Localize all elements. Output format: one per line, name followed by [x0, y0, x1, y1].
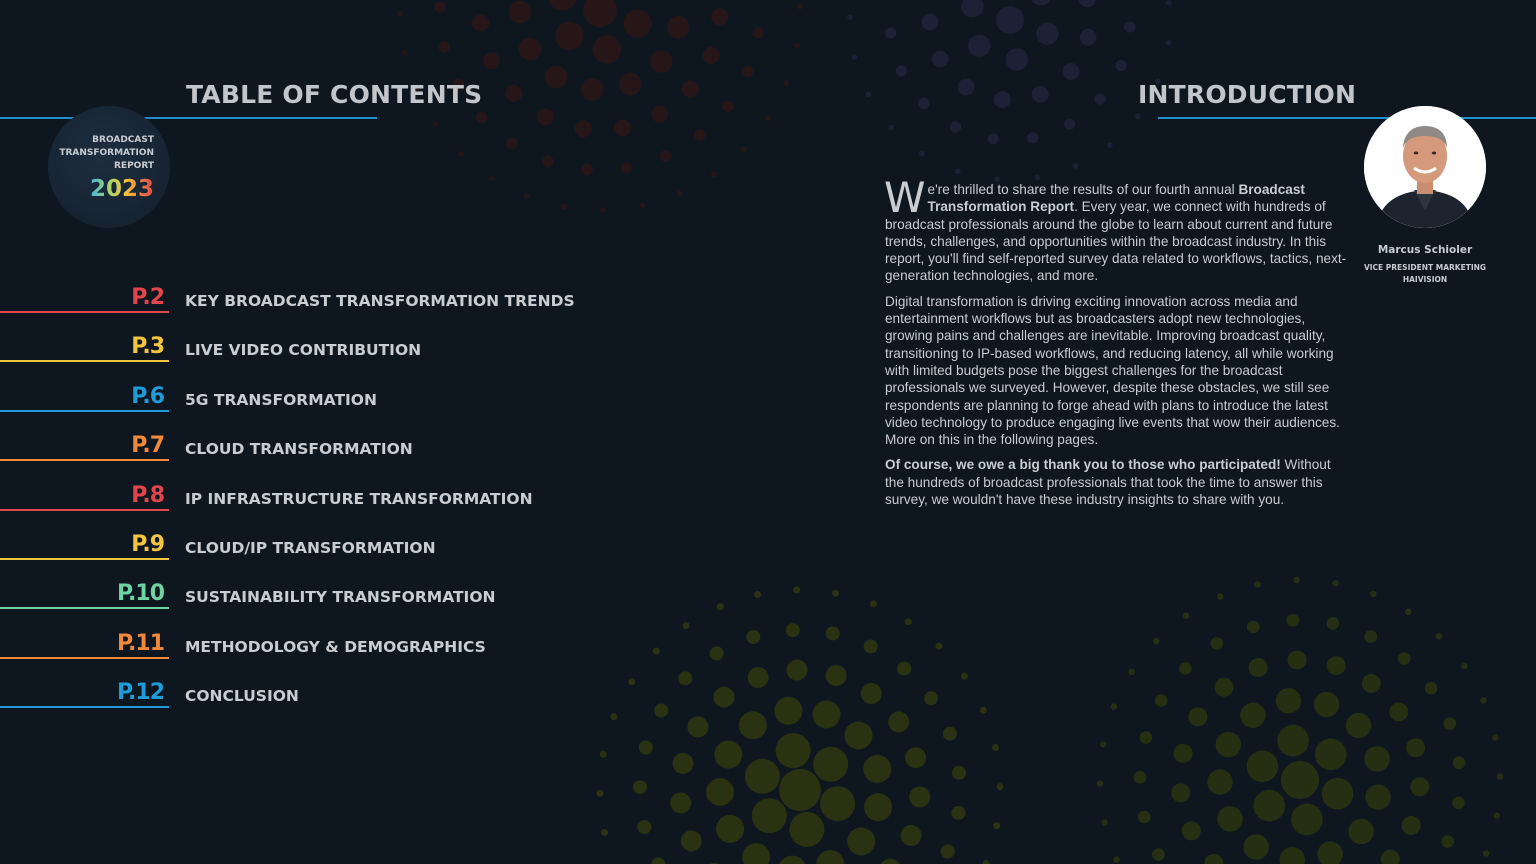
background-dot — [458, 151, 464, 157]
background-dot — [832, 590, 839, 597]
background-dot — [637, 820, 651, 834]
background-dot — [1027, 132, 1038, 143]
author-portrait-illustration — [1364, 106, 1486, 228]
background-dot — [397, 11, 403, 17]
background-dot — [1315, 739, 1347, 771]
background-dot — [1314, 692, 1339, 717]
toc-item-label: KEY BROADCAST TRANSFORMATION TRENDS — [185, 292, 575, 310]
background-dot — [1217, 806, 1242, 831]
background-dot — [746, 630, 760, 644]
toc-item-label: CLOUD/IP TRANSFORMATION — [185, 539, 436, 557]
background-dot — [1318, 841, 1343, 864]
background-dot — [1277, 725, 1309, 757]
background-dot — [968, 35, 990, 57]
author-role: VICE PRESIDENT MARKETING — [1363, 263, 1487, 272]
background-dot — [905, 618, 912, 625]
toc-item-label: CONCLUSION — [185, 687, 299, 706]
background-dot — [667, 16, 690, 39]
background-dot — [1276, 688, 1301, 713]
background-dot — [1293, 577, 1299, 583]
background-dot — [961, 673, 968, 680]
background-dot — [681, 830, 702, 851]
background-dot — [1280, 847, 1305, 864]
background-dot — [711, 8, 728, 25]
background-dot — [614, 119, 631, 136]
intro-title-rule — [1158, 117, 1536, 119]
background-dot — [1453, 757, 1466, 770]
background-dot — [739, 711, 767, 739]
toc-item-rule — [0, 459, 169, 461]
background-dot — [1140, 731, 1153, 744]
background-dot — [901, 825, 922, 846]
background-dot — [1210, 637, 1223, 650]
background-dot — [1249, 658, 1268, 677]
background-dot — [994, 91, 1011, 108]
background-dot — [439, 41, 450, 52]
background-dot — [950, 121, 961, 132]
author-name: Marcus Schioler — [1377, 244, 1473, 256]
background-dot — [885, 27, 896, 38]
background-dot — [1183, 612, 1189, 618]
background-dot — [794, 43, 800, 49]
background-dot — [1215, 678, 1234, 697]
background-dot — [1288, 651, 1307, 670]
toc-item-rule — [0, 509, 169, 511]
background-dot — [1322, 778, 1354, 810]
background-dot — [820, 786, 855, 821]
background-dot — [919, 151, 925, 157]
background-dot — [1006, 48, 1028, 70]
background-dot — [678, 671, 692, 685]
background-dot — [673, 753, 694, 774]
background-dot — [996, 6, 1024, 34]
background-dot — [870, 600, 877, 607]
background-dot — [888, 711, 909, 732]
background-dot — [918, 98, 929, 109]
background-dot — [1254, 790, 1286, 822]
background-dot — [1064, 119, 1075, 130]
background-dot — [793, 587, 800, 594]
background-dot — [1216, 732, 1241, 757]
background-dot — [863, 755, 891, 783]
background-dot — [1480, 697, 1486, 703]
background-dot — [988, 133, 999, 144]
background-dot — [683, 622, 690, 629]
toc-page-number: P.3 — [131, 334, 164, 360]
background-dot — [1405, 609, 1411, 615]
background-dot — [955, 169, 961, 175]
background-dot — [776, 733, 811, 768]
background-dot — [1135, 114, 1141, 120]
background-dot — [943, 727, 957, 741]
toc-item-label: LIVE VIDEO CONTRIBUTION — [185, 341, 422, 360]
toc-item[interactable] — [0, 384, 600, 420]
background-dot — [847, 14, 853, 20]
background-dot — [1254, 581, 1260, 587]
background-dot — [1497, 773, 1503, 779]
background-dot — [601, 207, 607, 213]
background-dot — [537, 108, 554, 125]
background-dot — [687, 716, 708, 737]
background-dot — [1425, 682, 1438, 695]
toc-item-label: IP INFRASTRUCTURE TRANSFORMATION — [185, 489, 533, 508]
background-dot — [716, 815, 744, 843]
background-dot — [660, 150, 671, 161]
background-dot — [703, 47, 720, 64]
background-dot — [670, 792, 691, 813]
background-dot — [1362, 674, 1381, 693]
intro-p1-report-name: Broadcast Transformation Report — [927, 182, 1305, 215]
intro-p3-rest: Without the hundreds of broadcast professionals that took the time to answer this survey, we wouldn't have these industry insights to share with you. — [885, 457, 1331, 508]
background-dot — [1483, 850, 1489, 856]
toc-title-rule — [0, 117, 377, 119]
badge-year: 2023 — [89, 176, 154, 202]
background-dot — [1100, 741, 1106, 747]
toc-item-rule — [0, 360, 169, 362]
background-dot — [581, 78, 604, 101]
background-dot — [677, 191, 683, 197]
background-dot — [909, 786, 930, 807]
background-dot — [1174, 744, 1193, 763]
toc-page-number: P.2 — [131, 285, 164, 310]
background-dot — [864, 640, 878, 654]
toc-item[interactable] — [0, 631, 600, 667]
background-dot — [640, 203, 646, 209]
background-dot — [1080, 29, 1097, 46]
background-dot — [1152, 848, 1165, 861]
intro-p1-lead: e're thrilled to share the results of our fourth annual — [927, 182, 1239, 197]
background-dot — [1138, 811, 1151, 824]
toc-item-rule — [0, 657, 169, 659]
background-dot — [623, 10, 651, 38]
toc-page-number: P.7 — [131, 433, 164, 459]
background-dot — [753, 27, 764, 38]
background-dot — [651, 106, 668, 123]
background-dot — [593, 35, 621, 63]
background-dot — [778, 856, 806, 864]
background-dot — [787, 660, 808, 681]
background-dot — [651, 858, 665, 864]
background-dot — [1364, 630, 1377, 643]
background-dot — [542, 156, 553, 167]
background-dot — [1389, 702, 1408, 721]
background-dot — [1063, 63, 1080, 80]
author-company: HAIVISION — [1402, 275, 1448, 284]
background-dot — [1247, 751, 1279, 783]
background-dot — [548, 0, 576, 11]
background-dot — [889, 125, 895, 131]
background-dot — [993, 822, 1000, 829]
background-dot — [650, 50, 673, 73]
toc-item-rule — [0, 558, 169, 560]
background-dot — [1452, 797, 1465, 810]
background-dot — [711, 172, 717, 178]
background-dot — [1166, 0, 1172, 6]
background-dot — [797, 4, 803, 10]
background-dot — [813, 747, 848, 782]
background-dot — [1134, 771, 1147, 784]
background-dot — [765, 115, 771, 121]
background-dot — [826, 665, 847, 686]
background-dot — [997, 783, 1004, 790]
background-dot — [1365, 746, 1390, 771]
background-dot — [1207, 769, 1232, 794]
background-dot — [1036, 23, 1058, 45]
background-dot — [1441, 835, 1454, 848]
background-dot — [1332, 580, 1338, 586]
intro-title: INTRODUCTION — [1138, 80, 1357, 109]
toc-page-number: P.11 — [116, 630, 164, 656]
background-dot — [754, 591, 761, 598]
background-dot — [1240, 703, 1265, 728]
background-dot — [864, 793, 892, 821]
background-dot — [1291, 804, 1323, 836]
background-dot — [583, 0, 617, 27]
background-dot — [1188, 707, 1207, 726]
report-badge — [48, 106, 170, 228]
background-dot — [597, 790, 604, 797]
background-dot — [717, 603, 724, 610]
background-dot — [434, 2, 445, 13]
background-dot — [845, 722, 873, 750]
toc-title: TABLE OF CONTENTS — [186, 80, 483, 109]
background-dot — [852, 54, 858, 60]
toc-page-number: P.6 — [131, 383, 164, 409]
background-dot — [980, 707, 987, 714]
toc-item-label: 5G TRANSFORMATION — [185, 390, 377, 409]
background-dot — [1116, 60, 1127, 71]
background-dot — [1113, 857, 1119, 863]
background-dot — [1182, 821, 1201, 840]
background-dot — [745, 759, 780, 794]
background-dot — [813, 701, 841, 729]
background-dot — [826, 626, 840, 640]
background-dot — [575, 120, 592, 137]
background-dot — [951, 806, 965, 820]
background-dot — [654, 704, 668, 718]
toc-page-number: P.9 — [131, 532, 164, 557]
toc-item-rule — [0, 311, 169, 313]
toc-page-number: P.10 — [116, 581, 164, 607]
background-dot — [722, 101, 733, 112]
toc-item[interactable] — [0, 581, 600, 617]
background-dot — [545, 66, 568, 89]
background-dot — [786, 623, 800, 637]
toc-item[interactable] — [0, 483, 600, 519]
background-dot — [742, 66, 753, 77]
background-dot — [1030, 0, 1052, 6]
background-dot — [1034, 175, 1040, 181]
drop-cap: W — [884, 173, 926, 222]
background-dot — [694, 129, 705, 140]
background-dot — [682, 81, 699, 98]
background-dot — [847, 828, 875, 856]
background-dot — [774, 697, 802, 725]
background-dot — [1153, 638, 1159, 644]
background-dot — [1155, 694, 1168, 707]
intro-paragraph-3 — [885, 456, 1347, 508]
background-dot — [1079, 0, 1096, 7]
toc-item[interactable] — [0, 680, 600, 716]
background-dot — [1171, 783, 1190, 802]
background-dot — [752, 798, 787, 833]
intro-paragraph-2: Digital transformation is driving exciting innovation across media and entertainment workflows but as broadcasters adopt new technologies, growing pains and challenges are inevitable. Improving broadcast quality, transitioning to IP-based workflows, and reducing latency, all while working with limited budgets pose the biggest challenges for the broadcast professionals we surveyed. However, despite these obstacles, we still see respondents are planning to forge ahead with plans to introduce the latest video technology to produce engaging live events that wow their audiences. More on this in the following pages. — [885, 293, 1340, 448]
background-dot — [1129, 669, 1135, 675]
background-dot — [1073, 163, 1079, 169]
background-dot — [600, 751, 607, 758]
background-dot — [555, 22, 583, 50]
toc-item-label: SUSTAINABILITY TRANSFORMATION — [185, 588, 496, 607]
background-dot — [1444, 717, 1457, 730]
toc-item-rule — [0, 607, 169, 609]
background-dot — [936, 643, 943, 650]
background-dot — [639, 741, 653, 755]
background-dot — [1365, 785, 1390, 810]
background-dot — [1398, 652, 1411, 665]
toc-item-label: CLOUD TRANSFORMATION — [185, 440, 413, 459]
background-dot — [1111, 703, 1117, 709]
intro-paragraph-1 — [884, 173, 1347, 285]
background-dot — [601, 829, 608, 836]
background-dot — [866, 92, 872, 98]
background-dot — [489, 175, 495, 181]
background-dot — [958, 79, 975, 96]
background-dot — [476, 112, 487, 123]
background-dot — [961, 0, 983, 18]
toc-page-number: P.8 — [131, 482, 164, 508]
toc-item-label: METHODOLOGY & DEMOGRAPHICS — [185, 637, 486, 656]
toc-page-number: P.12 — [116, 680, 164, 706]
background-dot — [1327, 617, 1340, 630]
background-dot — [1410, 777, 1429, 796]
background-dot — [433, 121, 439, 127]
background-dot — [742, 843, 770, 864]
background-dot — [932, 51, 949, 68]
background-dot — [1402, 816, 1421, 835]
intro-p1-rest: . Every year, we connect with hundreds of broadcast professionals around the globe to learn about current and future trends, challenges, and opportunities within the broadcast industry. In this report, you'll find self-reported survey data related to workflows, tactics, next-generation technologies, and more. — [885, 199, 1347, 284]
toc-item[interactable] — [0, 334, 600, 370]
background-dot — [619, 73, 642, 96]
background-dot — [1381, 850, 1400, 864]
background-dot — [628, 678, 635, 685]
intro-p3-thanks: Of course, we owe a big thank you to those who participated! — [885, 457, 1281, 473]
background-dot — [1461, 663, 1467, 669]
author-photo — [1364, 106, 1486, 228]
toc-item-rule — [0, 706, 169, 708]
background-dot — [524, 193, 530, 199]
background-dot — [509, 1, 532, 24]
background-dot — [402, 50, 408, 56]
background-dot — [1281, 761, 1319, 799]
background-dot — [1406, 738, 1425, 757]
toc-item[interactable] — [0, 532, 600, 568]
badge-report-name: BROADCAST TRANSFORMATION REPORT — [59, 135, 154, 171]
background-dot — [741, 146, 747, 152]
background-dot — [1204, 854, 1223, 864]
background-dot — [714, 741, 742, 769]
intro-body — [884, 173, 1347, 516]
background-dot — [941, 845, 955, 859]
background-dot — [779, 769, 821, 811]
background-dot — [1327, 656, 1346, 675]
background-dot — [633, 780, 647, 794]
background-dot — [1492, 734, 1498, 740]
toc-item-rule — [0, 410, 169, 412]
background-dot — [1494, 812, 1500, 818]
toc-item[interactable] — [0, 285, 600, 321]
background-dot — [1179, 662, 1192, 675]
background-dot — [562, 204, 568, 210]
background-dot — [789, 812, 824, 847]
background-dot — [505, 85, 522, 102]
background-dot — [952, 766, 966, 780]
background-dot — [1346, 713, 1371, 738]
background-dot — [1247, 621, 1260, 634]
background-dot — [861, 683, 882, 704]
background-dot — [506, 138, 517, 149]
background-dot — [905, 747, 926, 768]
background-dot — [710, 646, 724, 660]
background-dot — [622, 162, 633, 173]
background-dot — [924, 691, 938, 705]
background-dot — [472, 14, 489, 31]
background-dot — [1097, 780, 1103, 786]
background-dot — [1101, 819, 1107, 825]
background-dot — [897, 662, 911, 676]
background-dot — [1032, 86, 1049, 103]
background-dot — [519, 38, 542, 61]
background-dot — [1349, 819, 1374, 844]
background-dot — [581, 164, 592, 175]
background-dot — [1287, 614, 1300, 627]
background-dot — [748, 667, 769, 688]
background-dot — [1370, 591, 1376, 597]
background-dot — [1217, 593, 1223, 599]
background-dot — [896, 65, 907, 76]
background-dot — [983, 860, 990, 864]
background-dot — [483, 52, 500, 69]
background-dot — [1124, 21, 1135, 32]
background-dot — [714, 687, 735, 708]
toc-item[interactable] — [0, 433, 600, 469]
background-dot — [1166, 40, 1172, 46]
background-dot — [880, 859, 901, 864]
background-dot — [1244, 834, 1269, 859]
background-dot — [992, 744, 999, 751]
background-dot — [653, 648, 660, 655]
background-dot — [783, 81, 789, 87]
background-dot — [922, 14, 939, 31]
background-dot — [1095, 94, 1106, 105]
background-dot — [816, 850, 844, 864]
background-dot — [1107, 142, 1113, 148]
background-dot — [706, 778, 734, 806]
background-dot — [610, 713, 617, 720]
background-dot — [1436, 633, 1442, 639]
